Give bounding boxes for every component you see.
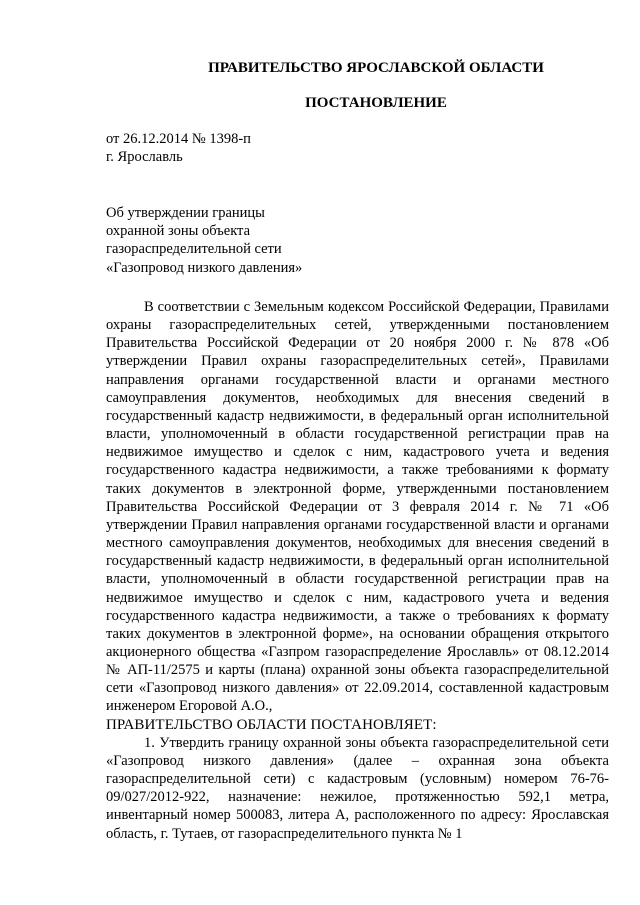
clause-1-paragraph: 1. Утвердить границу охранной зоны объекта газораспределительной сети «Газопровод низкого давления» (далее – охранная зона объекта газораспределительной сети) с кадастровым (условным) номером 76-76-09/027/2012-922, назначение: нежилое, протяженностью 592,1 метра, инвентарный номер 500083, литера А, расположенного по адресу: Ярославская область, г. Тутаев, от газораспределительного пункта № 1 [106,734,609,842]
document-type-heading-text: ПОСТАНОВЛЕНИЕ [305,95,447,111]
title-line: «Газопровод низкого давления» [106,259,303,276]
title-line: Об утверждении границы [106,205,265,221]
document-meta [106,130,251,166]
title-line: охранной зоны объекта [106,223,251,240]
organization-heading [0,60,640,77]
document-type-heading [0,95,640,112]
organization-heading-text: ПРАВИТЕЛЬСТВО ЯРОСЛАВСКОЙ ОБЛАСТИ [208,60,544,76]
document-title [106,204,302,277]
resolution-statement: ПРАВИТЕЛЬСТВО ОБЛАСТИ ПОСТАНОВЛЯЕТ: [106,716,437,733]
title-line: газораспределительной сети [106,241,282,258]
date-number-line: от 26.12.2014 № 1398-п [106,131,251,147]
document-body [106,298,609,843]
city-line: г. Ярославль [106,149,183,165]
preamble-paragraph: В соответствии с Земельным кодексом Российской Федерации, Правилами охраны газораспределительных сетей, утвержденными постановлением Правительства Российской Федерации от 20 ноября 2000 г. № 878 «Об утверждении Правил охраны газораспределительных сетей», Правилами направления органами государственной власти и органами местного самоуправления документов, необходимых для внесения сведений в государственный кадастр недвижимости, в федеральный орган исполнительной власти, уполномоченный в области государственной регистрации прав на недвижимое имущество и сделок с ним, кадастрового учета и ведения государственного кадастра недвижимости, а также требованиями к формату таких документов в электронной форме, утвержденными постановлением Правительства Российской Федерации от 3 февраля 2014 г. № 71 «Об утверждении Правил направления органами государственной власти и органами местного самоуправления документов, необходимых для внесения сведений в государственный кадастр недвижимости, в федеральный орган исполнительной власти, уполномоченный в области государственной регистрации прав на недвижимое имущество и сделок с ним, кадастрового учета и ведения государственного кадастра недвижимости, а также о требованиях к формату таких документов в электронной форме», на основании обращения открытого акционерного общества «Газпром газораспределение Ярославль» от 08.12.2014 № АП-11/2575 и карты (плана) охранной зоны объекта газораспределительной сети «Газопровод низкого давления» от 22.09.2014, составленной кадастровым инженером Егоровой А.О., [106,299,609,715]
